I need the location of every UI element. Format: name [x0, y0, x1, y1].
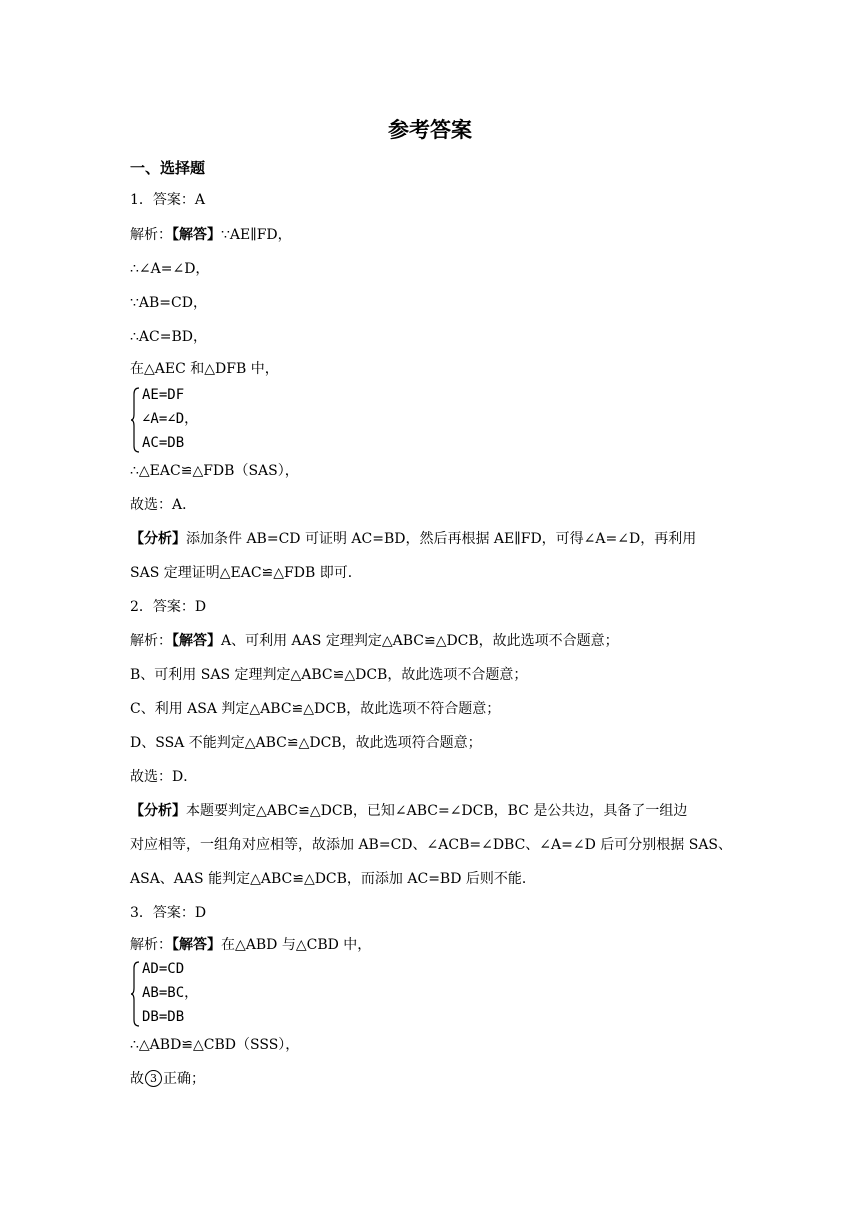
analysis-label: 解析： — [130, 227, 172, 243]
q2-option-d: D、SSA 不能判定△ABC≌△DCB，故此选项符合题意； — [130, 735, 482, 751]
solution-tag: 【解答】 — [172, 937, 221, 953]
section-heading: 一、选择题 — [130, 159, 206, 177]
analysis-text: 在△ABD 与△CBD 中， — [221, 937, 372, 953]
left-brace-icon — [130, 960, 140, 1028]
system-line: AB=BC， — [142, 985, 199, 1001]
q2-analysis-note-1 — [130, 802, 740, 820]
q2-analysis-note-2: 对应相等，一组角对应相等，故添加 AB=CD、∠ACB=∠DBC、∠A=∠D 后可分别根据 SAS、 — [130, 837, 733, 853]
q1-analysis-note-1 — [130, 530, 740, 548]
system-line: DB=DB — [142, 1009, 185, 1025]
q3-result — [130, 1070, 740, 1088]
result-prefix: 故 — [130, 1071, 144, 1087]
q2-option-c: C、利用 ASA 判定△ABC≌△DCB，故此选项不符合题意； — [130, 701, 501, 717]
q1-equation-system — [130, 386, 250, 456]
analysis-label: 解析： — [130, 633, 172, 649]
system-line: AD=CD — [142, 961, 185, 977]
analysis-tag: 【分析】 — [130, 531, 186, 547]
left-brace-icon — [130, 386, 140, 454]
q2-analysis — [130, 632, 740, 650]
analysis-note-text: 添加条件 AB=CD 可证明 AC=BD，然后再根据 AE∥FD，可得∠A=∠D，再利用 — [186, 531, 697, 547]
analysis-label: 解析： — [130, 937, 172, 953]
analysis-text: ∵AE∥FD， — [221, 227, 292, 243]
q2-analysis-note-3: ASA、AAS 能判定△ABC≌△DCB，而添加 AC=BD 后则不能． — [130, 871, 536, 887]
q1-step-3: ∴AC=BD， — [130, 329, 207, 345]
q3-analysis — [130, 936, 740, 954]
q2-option-b: B、可利用 SAS 定理判定△ABC≌△DCB，故此选项不合题意； — [130, 667, 528, 683]
analysis-tag: 【分析】 — [130, 803, 186, 819]
q1-answer: 1．答案：A — [130, 192, 206, 208]
q1-step-1: ∴∠A=∠D， — [130, 261, 210, 277]
q1-analysis — [130, 226, 740, 244]
q1-choice: 故选：A． — [130, 497, 197, 513]
circled-number: 3 — [145, 1070, 162, 1087]
system-line: AE=DF — [142, 387, 185, 403]
q2-answer: 2．答案：D — [130, 599, 207, 615]
result-suffix: 正确； — [163, 1071, 205, 1087]
q1-analysis-note-2: SAS 定理证明△EAC≌△FDB 即可． — [130, 565, 362, 581]
page-title: 参考答案 — [388, 118, 472, 142]
q2-choice: 故选：D． — [130, 769, 198, 785]
q1-step-4: 在△AEC 和△DFB 中， — [130, 361, 279, 377]
solution-tag: 【解答】 — [172, 227, 221, 243]
system-line: ∠A=∠D， — [142, 411, 199, 427]
q3-conclusion: ∴△ABD≌△CBD（SSS）， — [130, 1037, 300, 1053]
analysis-text: A、可利用 AAS 定理判定△ABC≌△DCB，故此选项不合题意； — [221, 633, 619, 649]
system-line: AC=DB — [142, 435, 185, 451]
solution-tag: 【解答】 — [172, 633, 221, 649]
q1-step-2: ∵AB=CD， — [130, 295, 207, 311]
q3-answer: 3．答案：D — [130, 905, 207, 921]
q1-conclusion: ∴△EAC≌△FDB（SAS）， — [130, 463, 299, 479]
q3-equation-system — [130, 960, 250, 1030]
analysis-note-text: 本题要判定△ABC≌△DCB，已知∠ABC=∠DCB，BC 是公共边，具备了一组边 — [186, 803, 688, 819]
